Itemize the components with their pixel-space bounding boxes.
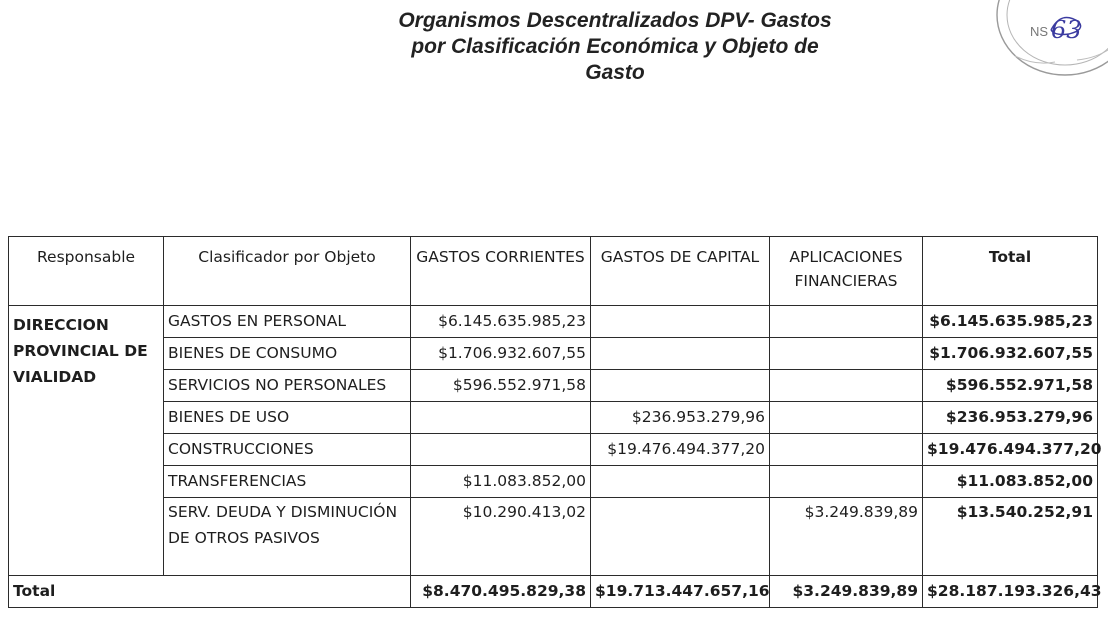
total-aplicaciones: $3.249.839,89 [770, 576, 923, 608]
capital-cell [591, 498, 770, 576]
header-total: Total [923, 237, 1098, 306]
stamp-initials: 63 [1051, 16, 1082, 44]
capital-cell: $19.476.494.377,20 [591, 434, 770, 466]
row-total-cell: $6.145.635.985,23 [923, 306, 1098, 338]
total-row [9, 576, 1098, 608]
capital-cell: $236.953.279,96 [591, 402, 770, 434]
objeto-cell: SERVICIOS NO PERSONALES [164, 370, 411, 402]
capital-cell [591, 306, 770, 338]
table-header-row [9, 237, 1098, 306]
corrientes-cell: $11.083.852,00 [411, 466, 591, 498]
header-responsable: Responsable [9, 237, 164, 306]
header-gastos-corrientes: GASTOS CORRIENTES [411, 237, 591, 306]
table-row [9, 370, 1098, 402]
aplicaciones-cell [770, 434, 923, 466]
table-row [9, 466, 1098, 498]
title-line-3: Gasto [585, 61, 645, 84]
corrientes-cell: $1.706.932.607,55 [411, 338, 591, 370]
objeto-cell: SERV. DEUDA Y DISMINUCIÓN DE OTROS PASIVOS [164, 498, 411, 576]
row-total-cell: $11.083.852,00 [923, 466, 1098, 498]
page-title [300, 8, 930, 86]
title-line-2: por Clasificación Económica y Objeto de [411, 35, 819, 58]
aplicaciones-cell [770, 306, 923, 338]
title-line-1: Organismos Descentralizados DPV- Gastos [398, 9, 832, 32]
header-gastos-capital: GASTOS DE CAPITAL [591, 237, 770, 306]
header-aplicaciones-financieras: APLICACIONES FINANCIERAS [770, 237, 923, 306]
objeto-cell: BIENES DE USO [164, 402, 411, 434]
row-total-cell: $19.476.494.377,20 [923, 434, 1098, 466]
objeto-cell: TRANSFERENCIAS [164, 466, 411, 498]
corrientes-cell [411, 402, 591, 434]
total-label: Total [9, 576, 411, 608]
stamp-text: NS [1030, 24, 1049, 39]
aplicaciones-cell [770, 370, 923, 402]
aplicaciones-cell: $3.249.839,89 [770, 498, 923, 576]
official-stamp [985, 0, 1108, 90]
expenses-table [8, 236, 1102, 608]
row-total-cell: $596.552.971,58 [923, 370, 1098, 402]
corrientes-cell: $596.552.971,58 [411, 370, 591, 402]
grand-total: $28.187.193.326,43 [923, 576, 1098, 608]
responsable-cell: DIRECCION PROVINCIAL DE VIALIDAD [9, 306, 164, 576]
table-row [9, 306, 1098, 338]
total-capital: $19.713.447.657,16 [591, 576, 770, 608]
capital-cell [591, 338, 770, 370]
total-corrientes: $8.470.495.829,38 [411, 576, 591, 608]
row-total-cell: $13.540.252,91 [923, 498, 1098, 576]
aplicaciones-cell [770, 466, 923, 498]
row-total-cell: $1.706.932.607,55 [923, 338, 1098, 370]
capital-cell [591, 466, 770, 498]
corrientes-cell: $6.145.635.985,23 [411, 306, 591, 338]
objeto-cell: GASTOS EN PERSONAL [164, 306, 411, 338]
table-row [9, 402, 1098, 434]
table-row [9, 338, 1098, 370]
objeto-cell: BIENES DE CONSUMO [164, 338, 411, 370]
table-row [9, 434, 1098, 466]
header-clasificador: Clasificador por Objeto [164, 237, 411, 306]
table-row [9, 498, 1098, 576]
aplicaciones-cell [770, 338, 923, 370]
aplicaciones-cell [770, 402, 923, 434]
corrientes-cell [411, 434, 591, 466]
capital-cell [591, 370, 770, 402]
row-total-cell: $236.953.279,96 [923, 402, 1098, 434]
corrientes-cell: $10.290.413,02 [411, 498, 591, 576]
objeto-cell: CONSTRUCCIONES [164, 434, 411, 466]
